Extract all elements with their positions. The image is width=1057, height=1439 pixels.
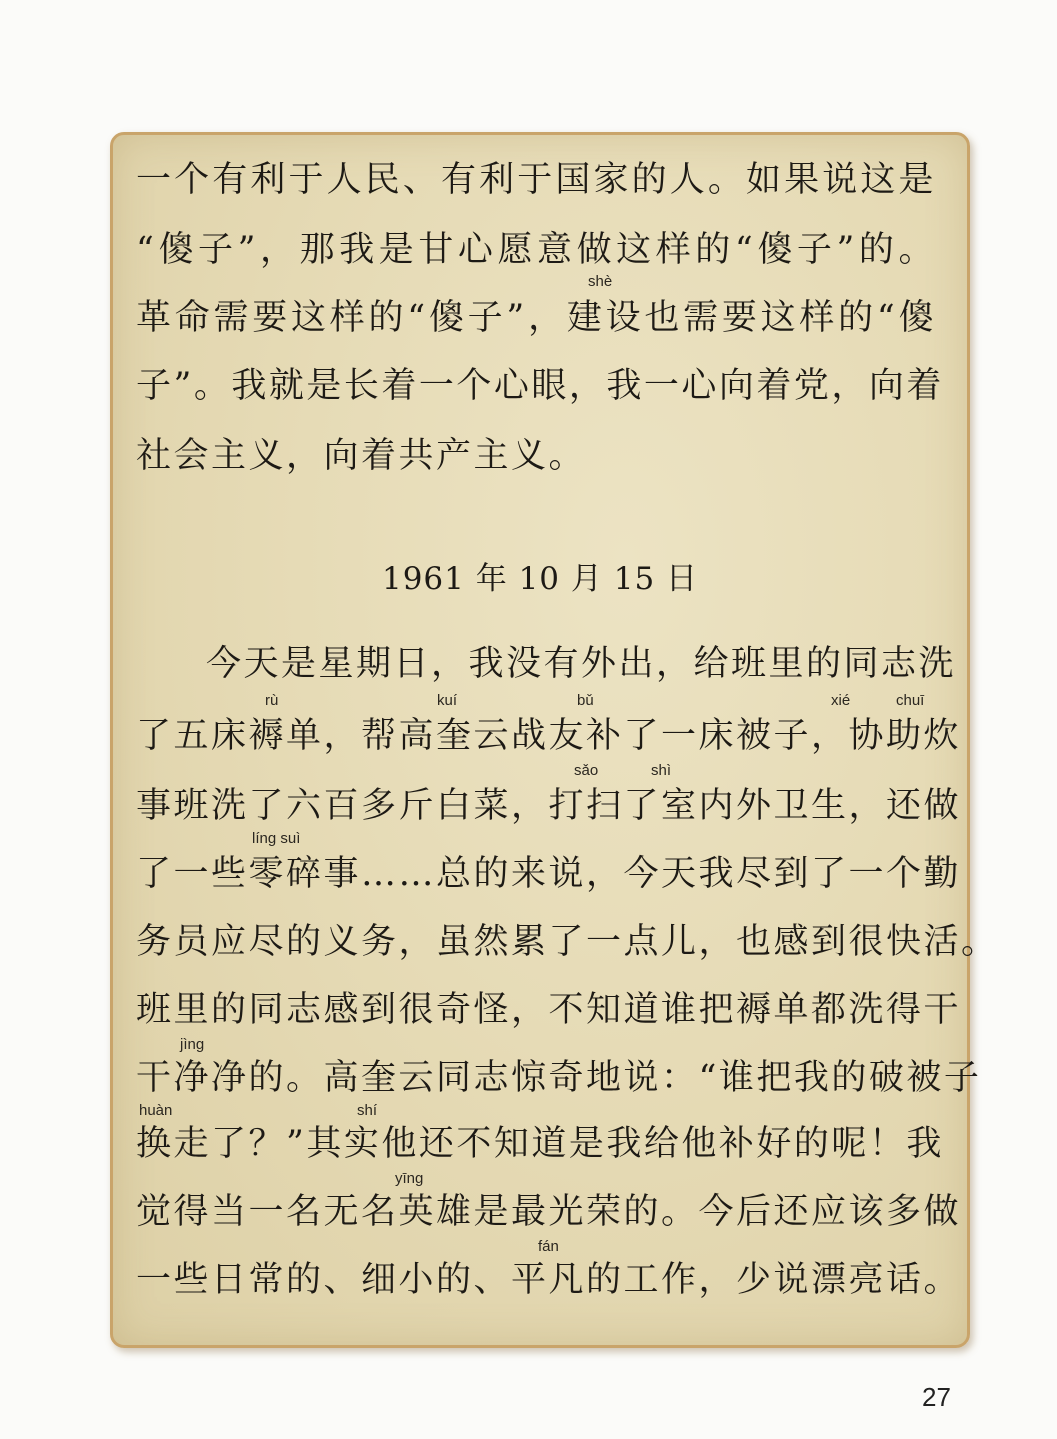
- text-line: 务员应尽的义务，虽然累了一点儿，也感到很快活。: [136, 922, 999, 962]
- pinyin-annotation: shí: [357, 1102, 378, 1119]
- text-line: 革命需要这样的“傻子”，建设也需要这样的“傻: [136, 298, 936, 338]
- text-line: “傻子”，那我是甘心愿意做这样的“傻子”的。: [136, 230, 936, 270]
- text-line: 了五床褥单，帮高奎云战友补了一床被子，协助炊: [136, 716, 962, 756]
- text-line: 子”。我就是长着一个心眼，我一心向着党，向着: [136, 366, 944, 406]
- pinyin-annotation: xié: [831, 692, 851, 709]
- text-line: 干净净的。高奎云同志惊奇地说：“谁把我的破被子: [136, 1058, 982, 1098]
- pinyin-annotation: kuí: [437, 692, 458, 709]
- pinyin-annotation: huàn: [139, 1102, 173, 1119]
- diary-date: 1961 年 10 月 15 日: [381, 561, 699, 597]
- pinyin-annotation: sǎo: [574, 762, 599, 779]
- pinyin-annotation: bǔ: [577, 692, 594, 709]
- text-line: 一些日常的、细小的、平凡的工作，少说漂亮话。: [136, 1260, 962, 1300]
- pinyin-annotation: shè: [588, 273, 613, 290]
- text-line: 班里的同志感到很奇怪，不知道谁把褥单都洗得干: [136, 990, 962, 1030]
- text-line: 社会主义，向着共产主义。: [136, 436, 587, 476]
- pinyin-annotation: rù: [265, 692, 279, 709]
- page-number: 27: [922, 1382, 951, 1412]
- pinyin-annotation: fán: [538, 1238, 559, 1255]
- pinyin-annotation: líng suì: [252, 830, 301, 847]
- pinyin-annotation: yīng: [395, 1170, 424, 1187]
- text-line: 事班洗了六百多斤白菜，打扫了室内外卫生，还做: [136, 786, 962, 826]
- text-line: 今天是星期日，我没有外出，给班里的同志洗: [206, 644, 957, 684]
- pinyin-annotation: chuī: [896, 692, 925, 709]
- text-line: 了一些零碎事……总的来说，今天我尽到了一个勤: [136, 854, 962, 894]
- text-line: 换走了？”其实他还不知道是我给他补好的呢！我: [136, 1124, 944, 1164]
- pinyin-annotation: jìng: [180, 1036, 205, 1053]
- text-line: 觉得当一名无名英雄是最光荣的。今后还应该多做: [136, 1192, 962, 1232]
- pinyin-annotation: shì: [651, 762, 672, 779]
- text-line: 一个有利于人民、有利于国家的人。如果说这是: [136, 160, 936, 200]
